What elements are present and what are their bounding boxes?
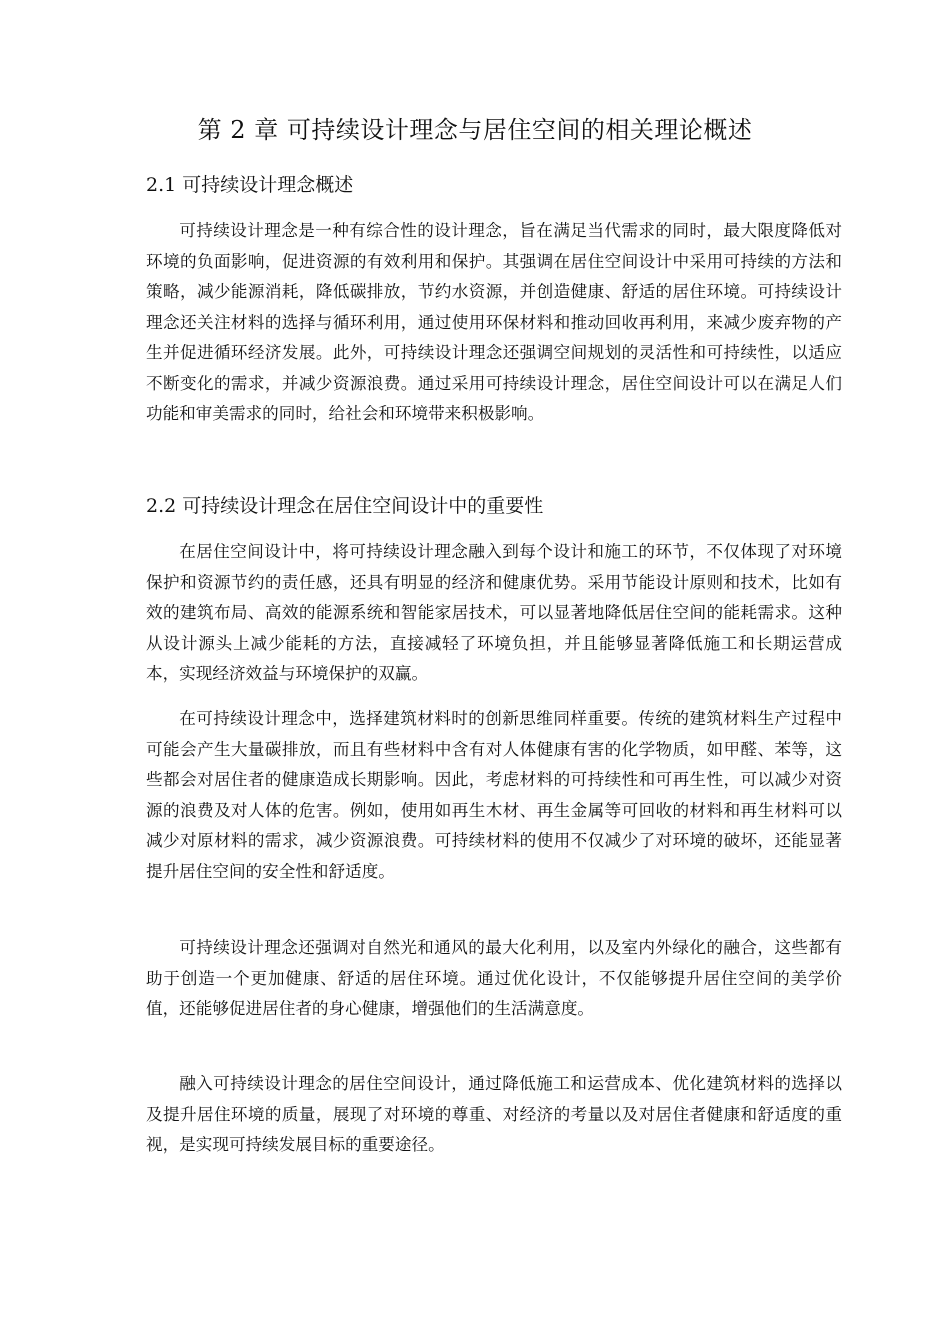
section-heading-2-1: 2.1 可持续设计理念概述 — [146, 174, 354, 196]
paragraph-2-1-1: 可持续设计理念是一种有综合性的设计理念，旨在满足当代需求的同时，最大限度降低对环境的负面影响，促进资源的有效利用和保护。其强调在居住空间设计中采用可持续的方法和策略，减少能源消耗，降低碳排放，节约水资源，并创造健康、舒适的居住环境。可持续设计理念还关注材料的选择与循环利用，通过使用环保材料和推动回收再利用，来减少废弃物的产生并促进循环经济发展。此外，可持续设计理念还强调空间规划的灵活性和可持续性，以适应不断变化的需求，并减少资源浪费。通过采用可持续设计理念，居住空间设计可以在满足人们功能和审美需求的同时，给社会和环境带来积极影响。 — [146, 221, 842, 423]
chapter-title: 第 2 章 可持续设计理念与居住空间的相关理论概述 — [197, 116, 753, 144]
section-heading-2-2: 2.2 可持续设计理念在居住空间设计中的重要性 — [146, 495, 544, 517]
paragraph-2-2-4: 融入可持续设计理念的居住空间设计，通过降低施工和运营成本、优化建筑材料的选择以及提升居住环境的质量，展现了对环境的尊重、对经济的考量以及对居住者健康和舒适度的重视，是实现可持续发展目标的重要途径。 — [146, 1074, 842, 1154]
paragraph-2-2-3: 可持续设计理念还强调对自然光和通风的最大化利用，以及室内外绿化的融合，这些都有助于创造一个更加健康、舒适的居住环境。通过优化设计，不仅能够提升居住空间的美学价值，还能够促进居住者的身心健康，增强他们的生活满意度。 — [146, 938, 842, 1018]
paragraph-2-2-2: 在可持续设计理念中，选择建筑材料时的创新思维同样重要。传统的建筑材料生产过程中可能会产生大量碳排放，而且有些材料中含有对人体健康有害的化学物质，如甲醛、苯等，这些都会对居住者的健康造成长期影响。因此，考虑材料的可持续性和可再生性，可以减少对资源的浪费及对人体的危害。例如，使用如再生木材、再生金属等可回收的材料和再生材料可以减少对原材料的需求，减少资源浪费。可持续材料的使用不仅减少了对环境的破坏，还能显著提升居住空间的安全性和舒适度。 — [146, 709, 842, 881]
paragraph-2-2-1: 在居住空间设计中，将可持续设计理念融入到每个设计和施工的环节，不仅体现了对环境保护和资源节约的责任感，还具有明显的经济和健康优势。采用节能设计原则和技术，比如有效的建筑布局、高效的能源系统和智能家居技术，可以显著地降低居住空间的能耗需求。这种从设计源头上减少能耗的方法，直接减轻了环境负担，并且能够显著降低施工和长期运营成本，实现经济效益与环境保护的双赢。 — [146, 542, 842, 683]
